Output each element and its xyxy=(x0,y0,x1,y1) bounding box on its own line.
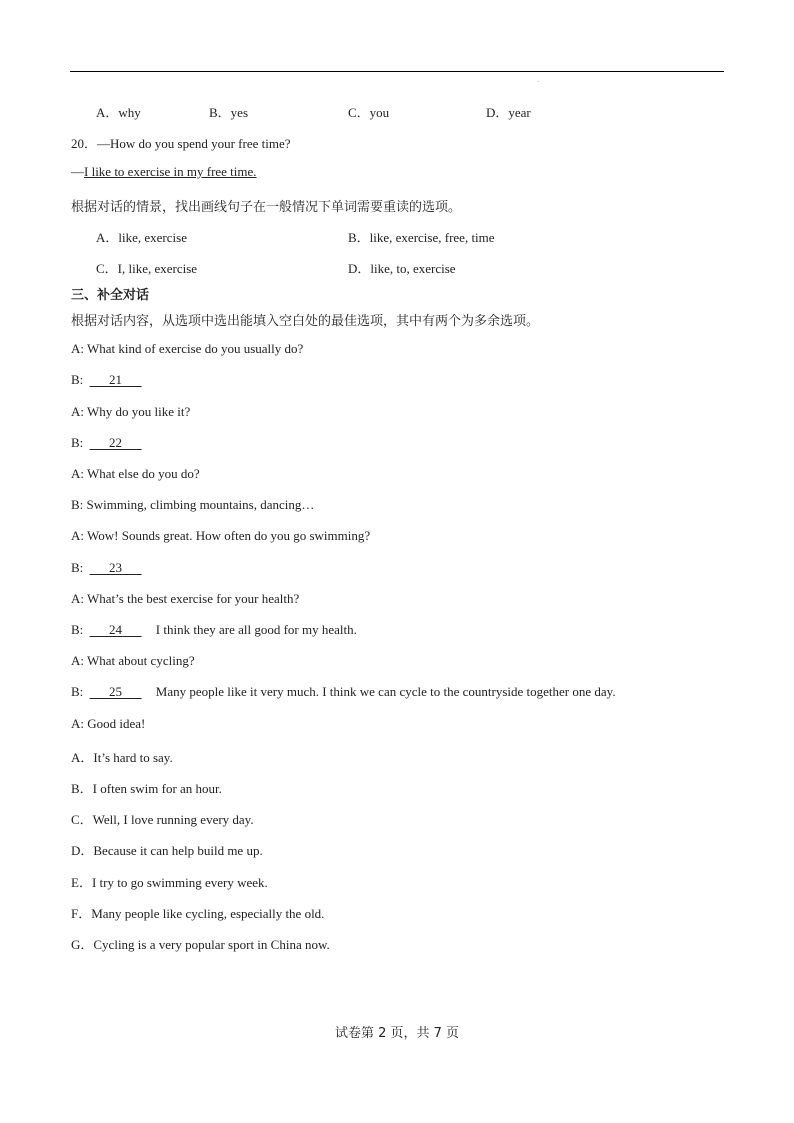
dialogue-line: A: What’s the best exercise for your health? xyxy=(71,591,300,606)
q19-option-c xyxy=(348,102,389,121)
option-letter: C． xyxy=(348,105,370,120)
blank-number: 23 xyxy=(109,560,123,575)
dialogue-line: A: What about cycling? xyxy=(71,653,195,668)
option-text: why xyxy=(118,105,141,120)
blank-number: 22 xyxy=(109,435,123,450)
page-footer: 试卷第 2 页，共 7 页 xyxy=(334,1026,460,1041)
option-letter: A． xyxy=(96,230,119,245)
option-text: yes xyxy=(230,105,249,120)
dialogue-line-blank-22 xyxy=(71,435,148,451)
blank-25 xyxy=(90,684,148,700)
q20-option-c xyxy=(96,258,197,277)
underlined-sentence: I like to exercise in my free time. xyxy=(84,164,257,179)
option-letter: D． xyxy=(348,261,371,276)
speaker-label: B: xyxy=(71,622,84,637)
q20-option-d xyxy=(348,258,456,277)
option-text: year xyxy=(508,105,531,120)
q19-option-b xyxy=(209,102,248,121)
dialogue-line-blank-25 xyxy=(71,684,616,700)
option-letter: B． xyxy=(209,105,231,120)
header-rule xyxy=(70,71,724,72)
blank-number: 24 xyxy=(109,622,123,637)
q20-option-b xyxy=(348,227,495,246)
dialogue-line-blank-23 xyxy=(71,560,148,576)
blank-number: 21 xyxy=(109,372,123,387)
speaker-label: B: xyxy=(71,435,84,450)
q20-answer xyxy=(71,164,257,180)
blank-22 xyxy=(90,435,148,451)
q20-option-a xyxy=(96,227,187,246)
dialogue-line: A: Wow! Sounds great. How often do you go swimming? xyxy=(71,528,371,543)
option-text: like, to, exercise xyxy=(370,261,456,276)
dialogue-text: I think they are all good for my health. xyxy=(155,622,357,637)
blank-23 xyxy=(90,560,148,576)
choice-item: D．Because it can help build me up. xyxy=(71,843,263,858)
section-instruction: 根据对话内容，从选项中选出能填入空白处的最佳选项，其中有两个为多余选项。 xyxy=(71,314,540,329)
speaker-label: B: xyxy=(71,372,84,387)
q19-option-a xyxy=(96,102,141,121)
option-text: I, like, exercise xyxy=(117,261,198,276)
speaker-label: B: xyxy=(71,560,84,575)
option-text: like, exercise, free, time xyxy=(369,230,495,245)
option-letter: C． xyxy=(96,261,118,276)
blank-number: 25 xyxy=(109,684,123,699)
choice-item: C．Well, I love running every day. xyxy=(71,812,254,827)
choice-item: A．It’s hard to say. xyxy=(71,750,173,765)
q20-instruction: 根据对话的情景，找出画线句子在一般情况下单词需要重读的选项。 xyxy=(71,200,462,215)
speaker-label: B: xyxy=(71,684,84,699)
dialogue-line-blank-21 xyxy=(71,372,148,388)
choice-item: F．Many people like cycling, especially the old. xyxy=(71,906,325,921)
option-letter: B． xyxy=(348,230,370,245)
choice-item: G．Cycling is a very popular sport in China now. xyxy=(71,937,330,952)
blank-24 xyxy=(90,622,148,638)
dash: — xyxy=(71,164,84,179)
choice-item: B．I often swim for an hour. xyxy=(71,781,222,796)
option-text: like, exercise xyxy=(118,230,187,245)
choice-item: E．I try to go swimming every week. xyxy=(71,875,268,890)
dialogue-text: Many people like it very much. I think we can cycle to the countryside together one day. xyxy=(155,684,616,699)
option-letter: A． xyxy=(96,105,119,120)
q20-stem: 20．—How do you spend your free time? xyxy=(71,136,291,151)
q19-option-d xyxy=(486,102,531,121)
dialogue-line-blank-24 xyxy=(71,622,357,638)
dialogue-line: A: What else do you do? xyxy=(71,466,200,481)
section-heading: 三、补全对话 xyxy=(71,288,150,303)
dialogue-line: B: Swimming, climbing mountains, dancing… xyxy=(71,497,315,512)
blank-21 xyxy=(90,372,148,388)
dialogue-line: A: Why do you like it? xyxy=(71,404,191,419)
option-letter: D． xyxy=(486,105,509,120)
header-dot: . xyxy=(538,78,540,84)
dialogue-line: A: Good idea! xyxy=(71,716,146,731)
dialogue-line: A: What kind of exercise do you usually do? xyxy=(71,341,304,356)
option-text: you xyxy=(369,105,390,120)
